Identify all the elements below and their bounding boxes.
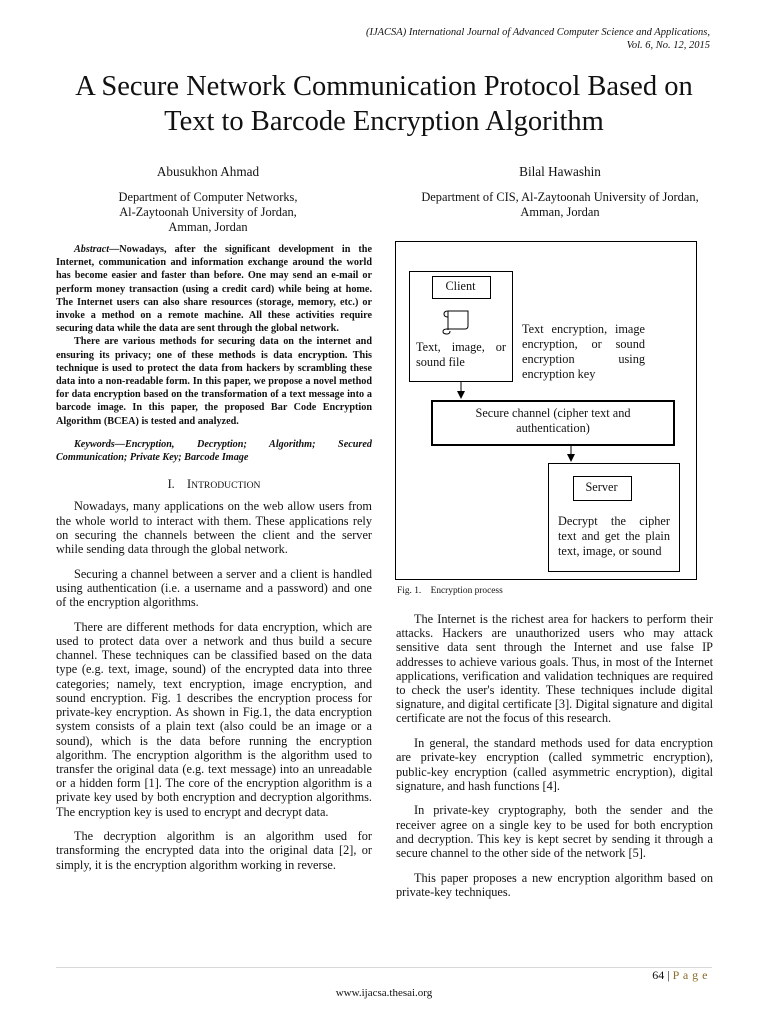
page-separator: |: [667, 968, 670, 982]
author-name: Abusukhon Ahmad: [156, 164, 260, 179]
caption-label: Fig. 1.: [397, 586, 422, 596]
section-number: I.: [167, 477, 175, 492]
keywords-label: Keywords: [74, 438, 115, 450]
author-affiliation: Amman, Jordan: [168, 220, 248, 234]
client-content: Text, image, or sound file: [416, 340, 506, 369]
server-label: Server: [585, 480, 618, 494]
figure-caption: [397, 586, 503, 596]
paragraph: In general, the standard methods used for data encryption are private-key encryption (called symmetric encryption), public-key encryption (called asymmetric encryption), digital signature, and hash functions [4].: [396, 736, 713, 793]
title-line-2: Text to Barcode Encryption Algorithm: [164, 106, 604, 137]
paper-title: [0, 69, 768, 139]
author-affiliation: Al-Zaytoonah University of Jordan,: [119, 205, 297, 219]
page-number-value: 64: [652, 968, 665, 982]
paragraph: The decryption algorithm is an algorithm used for transforming the encrypted data into the original data [2], or simply, it is the encryption algorithm working in reverse.: [56, 829, 372, 872]
keywords-text: —Encryption, Decryption; Algorithm; Secured Communication; Private Key; Barcode Image: [56, 438, 372, 464]
page-word: P a g e: [672, 968, 708, 982]
section-title-rest: NTRODUCTION: [191, 480, 261, 492]
author-affiliation: Department of Computer Networks,: [118, 190, 298, 204]
paragraph: Securing a channel between a server and a client is handled using authentication (i.e. a username and a password) and one of the encryption algorithms.: [56, 566, 372, 610]
section-heading: [56, 477, 372, 493]
title-line-1: A Secure Network Communication Protocol Based on: [75, 71, 693, 102]
encryption-description: Text encryption, image encryption, or sound encryption using encryption key: [522, 322, 645, 381]
footer-url: www.ijacsa.thesai.org: [335, 987, 433, 999]
client-label: Client: [445, 279, 476, 293]
footer-divider: [56, 967, 712, 968]
left-column: [56, 243, 372, 872]
author-affiliation: Department of CIS, Al-Zaytoonah University of Jordan,: [421, 190, 699, 204]
author-affiliation: Amman, Jordan: [520, 205, 600, 219]
journal-name: (IJACSA) International Journal of Advanced Computer Science and Applications,: [365, 27, 710, 38]
abstract-label: Abstract: [74, 244, 110, 255]
author-name: Bilal Hawashin: [519, 164, 601, 179]
caption-text: Encryption process: [430, 586, 503, 596]
abstract-text: —Nowadays, after the significant development in the Internet, communication and information exchange around the world has become easier and faster than before. One may send an e-mail or perform money transaction (using a credit card) while being at home. The Internet users can also share resources (storage, memory, etc.) or invoke a method on a remote machine. All these activities require securing data while the data are sent through the global network.: [56, 244, 372, 335]
page-number: [652, 968, 708, 983]
keywords: [56, 438, 372, 464]
right-column: [396, 612, 713, 899]
paragraph: Nowadays, many applications on the web allow users from the whole world to interact with them. These applications rely on securing the channels between the client and the server while sending data through the global network.: [56, 499, 372, 557]
author-2: [395, 164, 725, 220]
paragraph: The Internet is the richest area for hackers to perform their attacks. Hackers are unauthorized users who may attack sensitive data sent through the Internet and use false IP addresses to achieve various goals. Thus, in most of the Internet applications, verification and validation techniques are required to check the user's identity. These techniques include digital signature, and digital certificate [3]. Digital signature and digital certificate are not the focus of this research.: [396, 612, 713, 726]
abstract-paragraph-1: [56, 243, 372, 335]
paragraph: There are different methods for data encryption, which are used to protect data over a network and thus build a secure channel. These techniques can be classified based on the data type (e.g. text, image, sound) of the encrypted data into three categories; namely, text encryption, image encryption, and sound encryption. Fig. 1 describes the encryption process for private-key encryption. As shown in Fig.1, the data encryption system consists of a plain text (also could be an image or a sound), which is the data before running the encryption algorithm. The encryption algorithm is the algorithm used to transfer the original data (e.g. text message) into an unreadable or a hidden form [1]. The core of the encryption algorithm is a private key used by both encryption and decryption algorithms. The encryption key is used to encrypt and decrypt data.: [56, 619, 372, 819]
secure-channel-text: Secure channel (cipher text and authentication): [475, 406, 631, 435]
section-title-initial: I: [187, 477, 192, 492]
journal-volume: Vol. 6, No. 12, 2015: [626, 40, 710, 51]
server-description: Decrypt the cipher text and get the plain text, image, or sound: [558, 514, 670, 558]
journal-header: [290, 26, 710, 52]
abstract-paragraph-2: There are various methods for securing data on the internet and ensuring its privacy; one of these methods is data encryption. This technique is used to protect the data from hackers by scrambling these data into a non-readable form. In this paper, we propose a novel method for data encryption based on the transformation of a text message into a barcode image. In this paper, the proposed Bar Code Encryption Algorithm (BCEA) is tested and analyzed.: [56, 336, 372, 427]
author-1: [58, 164, 358, 235]
paragraph: This paper proposes a new encryption algorithm based on private-key techniques.: [396, 870, 713, 899]
paragraph: In private-key cryptography, both the sender and the receiver agree on a single key to be used for both encryption and decryption. This key is kept secret by sending it through a secure channel to the other side of the network [5].: [396, 803, 713, 861]
